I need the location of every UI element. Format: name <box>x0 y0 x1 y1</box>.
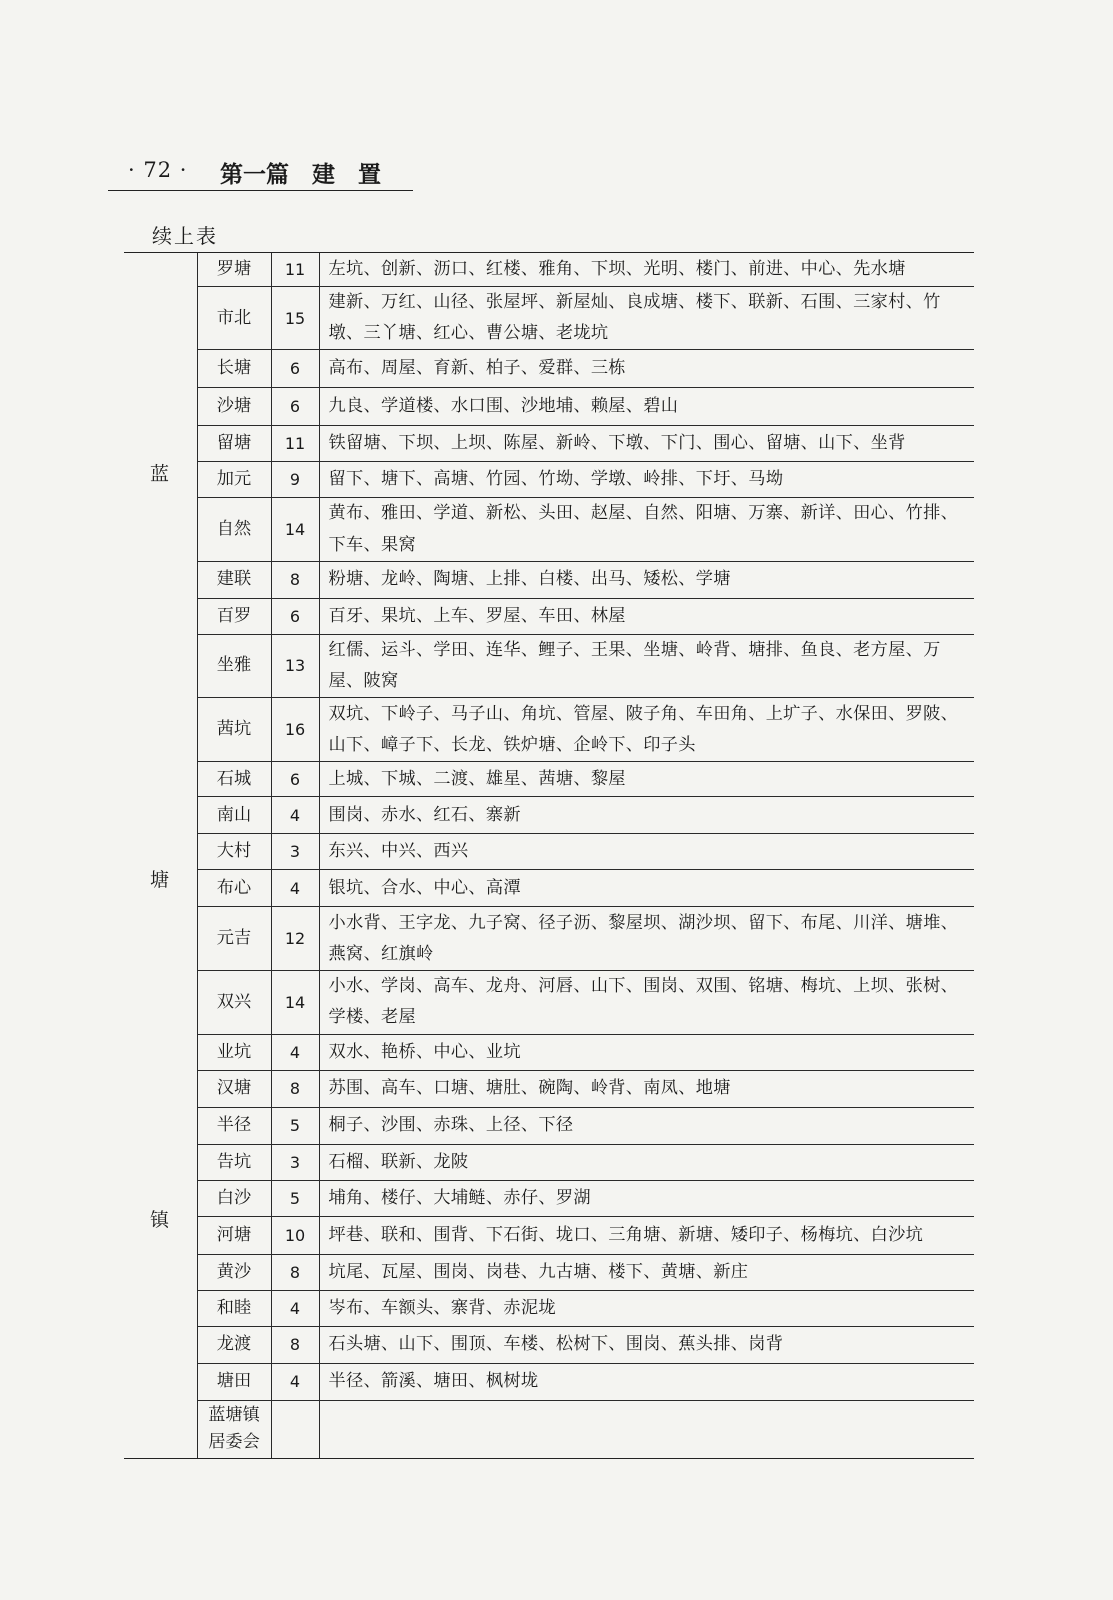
table-row <box>124 561 974 598</box>
table-row <box>124 1180 974 1216</box>
table-row <box>124 797 974 834</box>
village-count: 6 <box>271 350 319 388</box>
table-row <box>124 253 974 287</box>
natural-villages-list: 上城、下城、二渡、雄星、茜塘、黎屋 <box>319 762 974 797</box>
village-count: 13 <box>271 634 319 697</box>
natural-villages-list: 铁留塘、下坝、上坝、陈屋、新岭、下墩、下门、围心、留塘、山下、坐背 <box>319 426 974 462</box>
table-row <box>124 1290 974 1326</box>
table-row <box>124 698 974 762</box>
table-row <box>124 1216 974 1254</box>
natural-villages-list: 银坑、合水、中心、高潭 <box>319 870 974 907</box>
natural-villages-list: 左坑、创新、沥口、红楼、雅角、下坝、光明、楼门、前进、中心、先水塘 <box>319 253 974 287</box>
village-count: 11 <box>271 426 319 462</box>
table-row <box>124 634 974 697</box>
village-count: 8 <box>271 561 319 598</box>
village-committee-name: 龙渡 <box>197 1326 271 1363</box>
natural-villages-list: 双坑、下岭子、马子山、角坑、管屋、陂子角、车田角、上圹子、水保田、罗陂、山下、嶂子下、长龙、铁炉塘、企岭下、印子头 <box>319 698 974 762</box>
table-row <box>124 762 974 797</box>
village-committee-name: 市北 <box>197 287 271 350</box>
table-row <box>124 1070 974 1107</box>
table-caption: 续上表 <box>152 224 218 248</box>
village-committee-name: 留塘 <box>197 426 271 462</box>
table-body <box>124 253 974 1459</box>
natural-villages-list: 石头塘、山下、围顶、车楼、松树下、围岗、蕉头排、岗背 <box>319 1326 974 1363</box>
village-count: 4 <box>271 870 319 907</box>
village-count: 4 <box>271 1034 319 1070</box>
village-count: 8 <box>271 1326 319 1363</box>
table-row <box>124 426 974 462</box>
natural-villages-list: 埔角、楼仔、大埔鲢、赤仔、罗湖 <box>319 1180 974 1216</box>
village-committee-name: 长塘 <box>197 350 271 388</box>
table-row <box>124 870 974 907</box>
table-row <box>124 1107 974 1144</box>
table-row <box>124 1326 974 1363</box>
table-row <box>124 350 974 388</box>
natural-villages-list: 粉塘、龙岭、陶塘、上排、白楼、出马、矮松、学塘 <box>319 561 974 598</box>
village-committee-name: 黄沙 <box>197 1254 271 1290</box>
village-count: 10 <box>271 1216 319 1254</box>
village-count: 14 <box>271 498 319 561</box>
natural-villages-list: 桐子、沙围、赤珠、上径、下径 <box>319 1107 974 1144</box>
village-count: 5 <box>271 1107 319 1144</box>
village-committee-name: 半径 <box>197 1107 271 1144</box>
table-row <box>124 1034 974 1070</box>
natural-villages-list: 围岗、赤水、红石、寨新 <box>319 797 974 834</box>
natural-villages-list: 岑布、车额头、寨背、赤泥垅 <box>319 1290 974 1326</box>
village-count: 4 <box>271 797 319 834</box>
natural-villages-list: 石榴、联新、龙陂 <box>319 1144 974 1180</box>
natural-villages-list: 建新、万红、山径、张屋坪、新屋灿、良成塘、楼下、联新、石围、三家村、竹墩、三丫塘、红心、曹公塘、老垅坑 <box>319 287 974 350</box>
natural-villages-list: 留下、塘下、高塘、竹园、竹坳、学墩、岭排、下圩、马坳 <box>319 462 974 498</box>
table-row <box>124 1400 974 1458</box>
village-count: 4 <box>271 1290 319 1326</box>
natural-villages-list: 双水、艳桥、中心、业坑 <box>319 1034 974 1070</box>
table-row <box>124 1144 974 1180</box>
table-row <box>124 388 974 426</box>
natural-villages-list: 坑尾、瓦屋、围岗、岗巷、九古塘、楼下、黄塘、新庄 <box>319 1254 974 1290</box>
village-committee-name: 建联 <box>197 561 271 598</box>
table-row <box>124 1363 974 1400</box>
village-count: 9 <box>271 462 319 498</box>
committee-name-line: 居委会 <box>208 1432 260 1453</box>
village-committee-name: 坐雅 <box>197 634 271 697</box>
natural-villages-list: 小水、学岗、高车、龙舟、河唇、山下、围岗、双围、铭塘、梅坑、上坝、张树、学楼、老屋 <box>319 971 974 1034</box>
natural-villages-list: 红儒、运斗、学田、连华、鲤子、王果、坐塘、岭背、塘排、鱼良、老方屋、万屋、陂窝 <box>319 634 974 697</box>
village-count: 15 <box>271 287 319 350</box>
village-count: 3 <box>271 834 319 870</box>
natural-villages-list: 九良、学道楼、水口围、沙地埔、赖屋、碧山 <box>319 388 974 426</box>
village-committee-name: 罗塘 <box>197 253 271 287</box>
village-committee-name: 双兴 <box>197 971 271 1034</box>
village-count: 16 <box>271 698 319 762</box>
village-count: 6 <box>271 388 319 426</box>
committee-name-line: 蓝塘镇 <box>208 1405 260 1426</box>
table-row <box>124 287 974 350</box>
village-count: 8 <box>271 1070 319 1107</box>
natural-villages-list: 黄布、雅田、学道、新松、头田、赵屋、自然、阳塘、万寨、新详、田心、竹排、下车、果窝 <box>319 498 974 561</box>
page-header <box>108 150 413 191</box>
village-committee-name: 汉塘 <box>197 1070 271 1107</box>
village-committee-name: 河塘 <box>197 1216 271 1254</box>
village-count: 3 <box>271 1144 319 1180</box>
village-count: 14 <box>271 971 319 1034</box>
village-committee-name: 沙塘 <box>197 388 271 426</box>
page-number: · 72 · <box>128 158 188 182</box>
village-committee-name: 自然 <box>197 498 271 561</box>
table-row <box>124 971 974 1034</box>
town-name-char: 蓝 <box>150 463 170 485</box>
natural-villages-list: 半径、箭溪、塘田、枫树垅 <box>319 1363 974 1400</box>
village-committee-name <box>197 1400 271 1458</box>
village-count: 6 <box>271 598 319 634</box>
village-committee-name: 布心 <box>197 870 271 907</box>
town-name-char: 塘 <box>150 869 170 891</box>
town-name-cell <box>124 253 197 1459</box>
village-committee-name: 和睦 <box>197 1290 271 1326</box>
village-committee-name: 业坑 <box>197 1034 271 1070</box>
village-committee-name: 告坑 <box>197 1144 271 1180</box>
village-committee-name: 大村 <box>197 834 271 870</box>
village-committee-name: 茜坑 <box>197 698 271 762</box>
village-count <box>271 1400 319 1458</box>
village-count: 4 <box>271 1363 319 1400</box>
natural-villages-list: 百牙、果坑、上车、罗屋、车田、林屋 <box>319 598 974 634</box>
village-committee-name: 石城 <box>197 762 271 797</box>
village-committee-name: 塘田 <box>197 1363 271 1400</box>
table-row <box>124 598 974 634</box>
table-row <box>124 907 974 971</box>
village-count: 8 <box>271 1254 319 1290</box>
village-committee-name: 加元 <box>197 462 271 498</box>
natural-villages-list <box>319 1400 974 1458</box>
village-committee-name: 白沙 <box>197 1180 271 1216</box>
part-title: 第一篇 建 置 <box>220 162 381 188</box>
village-committee-name: 元吉 <box>197 907 271 971</box>
village-count: 5 <box>271 1180 319 1216</box>
village-table <box>124 252 974 1459</box>
village-count: 11 <box>271 253 319 287</box>
natural-villages-list: 高布、周屋、育新、柏子、爱群、三栋 <box>319 350 974 388</box>
village-committee-name: 南山 <box>197 797 271 834</box>
table-row <box>124 834 974 870</box>
natural-villages-list: 坪巷、联和、围背、下石街、垅口、三角塘、新塘、矮印子、杨梅坑、白沙坑 <box>319 1216 974 1254</box>
table-row <box>124 462 974 498</box>
town-name-char: 镇 <box>150 1209 170 1231</box>
table-row <box>124 498 974 561</box>
village-count: 6 <box>271 762 319 797</box>
natural-villages-list: 苏围、高车、口塘、塘肚、碗陶、岭背、南凤、地塘 <box>319 1070 974 1107</box>
village-committee-name: 百罗 <box>197 598 271 634</box>
natural-villages-list: 东兴、中兴、西兴 <box>319 834 974 870</box>
village-count: 12 <box>271 907 319 971</box>
natural-villages-list: 小水背、王字龙、九子窝、径子沥、黎屋坝、湖沙坝、留下、布尾、川洋、塘堆、燕窝、红旗岭 <box>319 907 974 971</box>
table-row <box>124 1254 974 1290</box>
